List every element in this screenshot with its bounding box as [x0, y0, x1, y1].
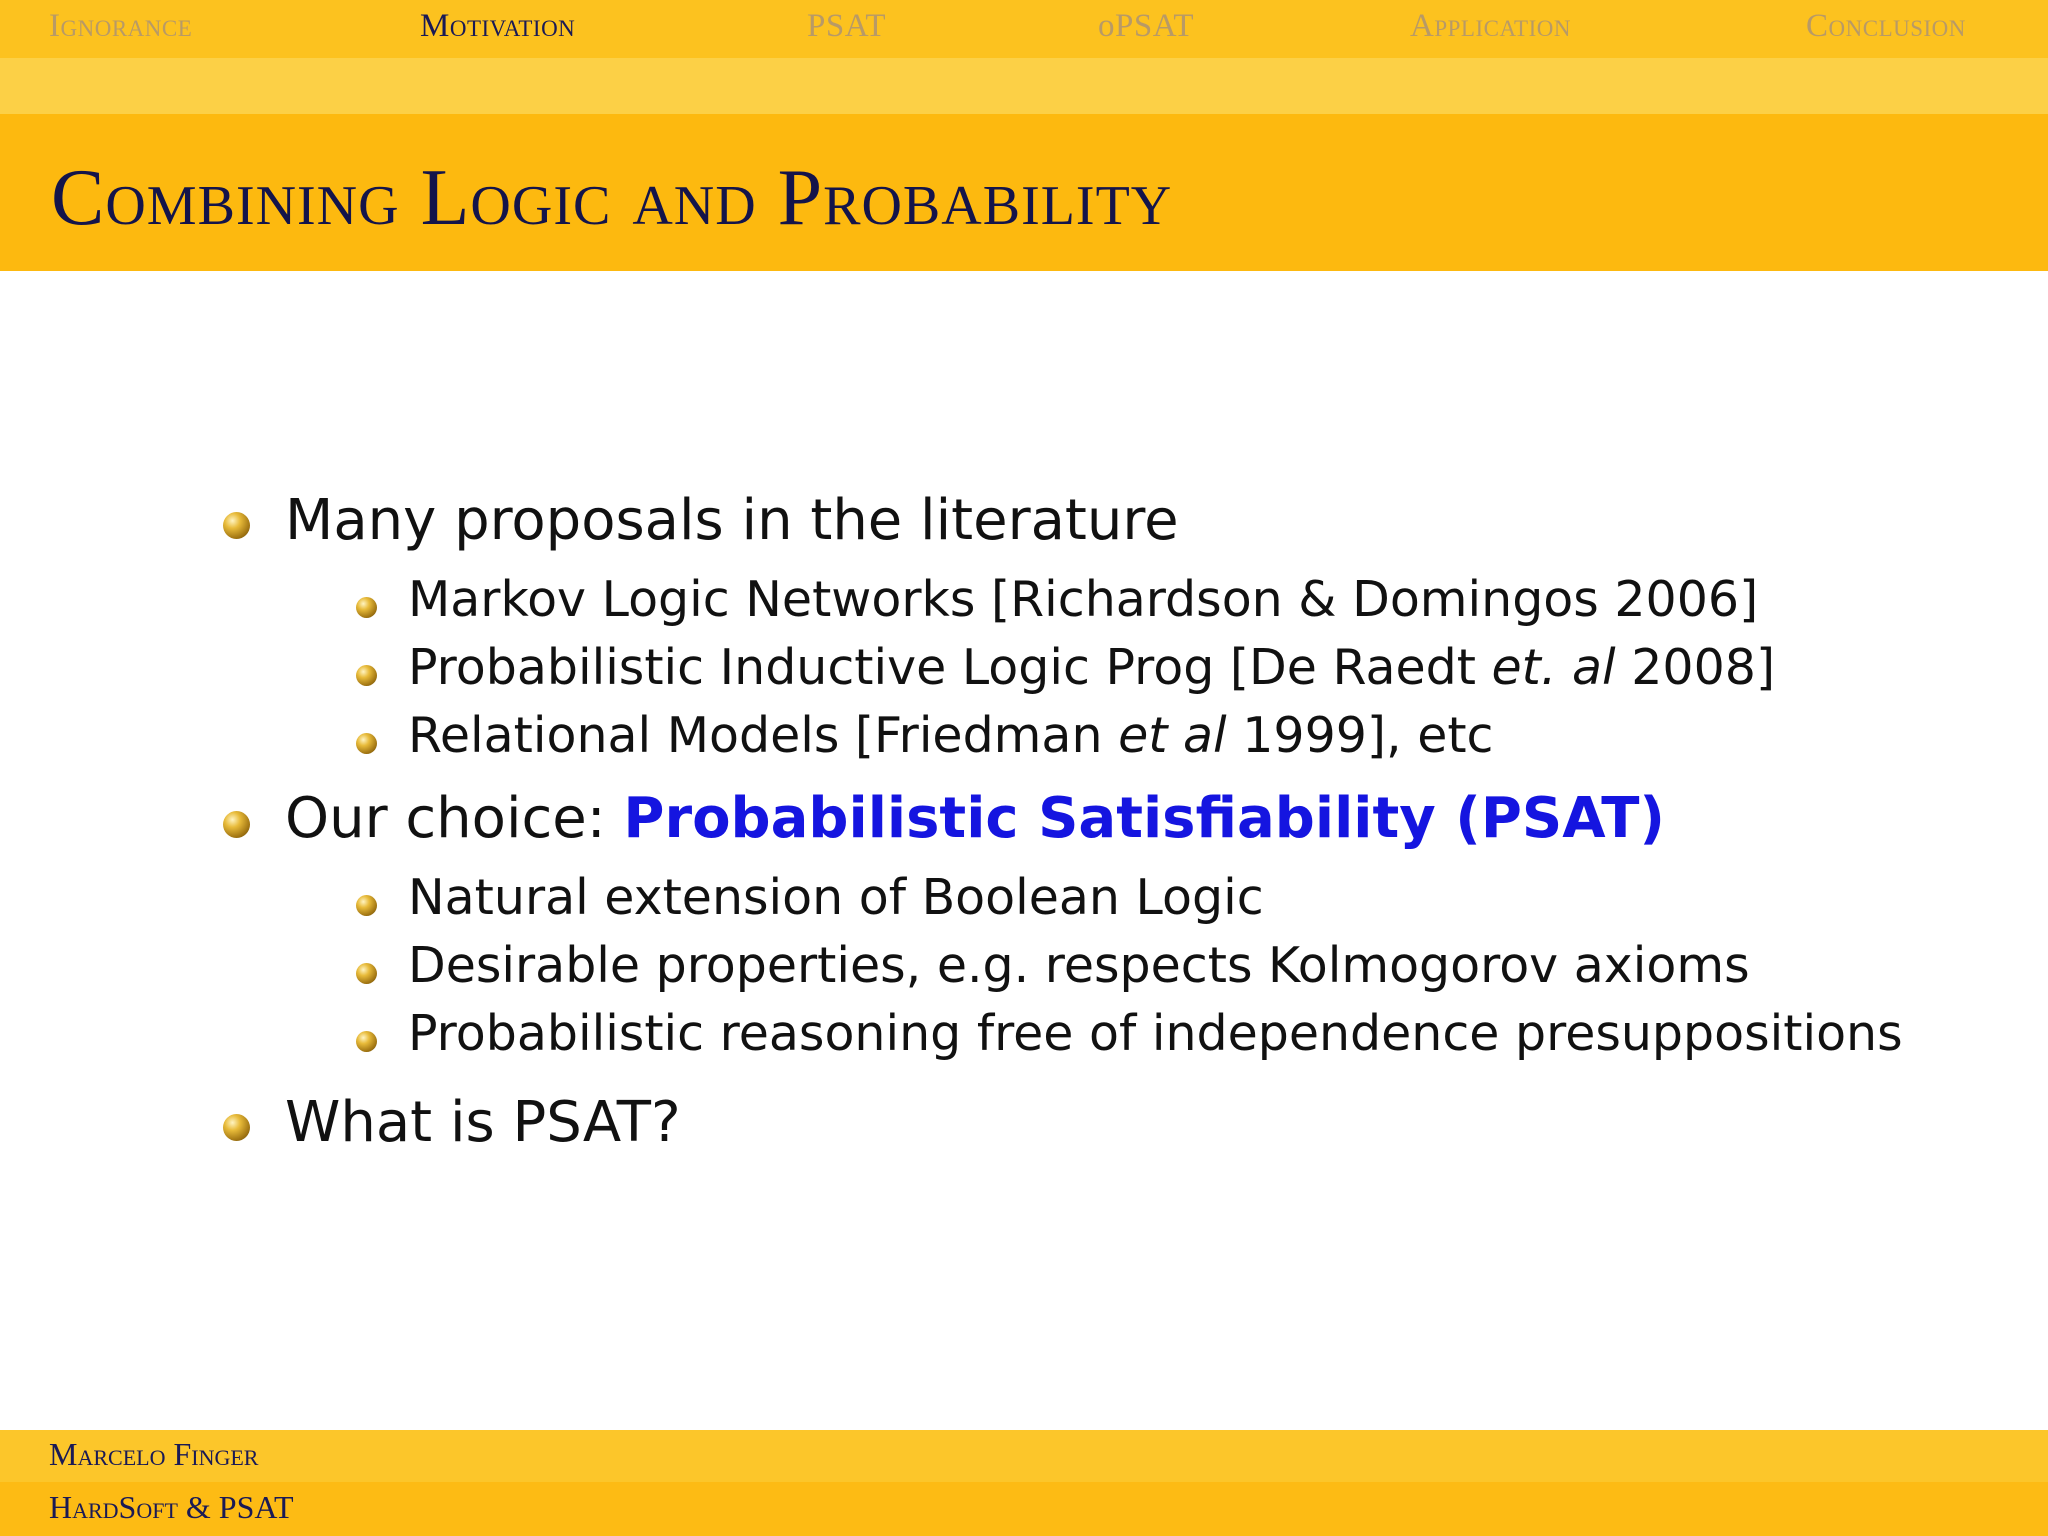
bullet-icon [223, 512, 250, 539]
sub-list-item: Markov Logic Networks [Richardson & Domingos 2006] [408, 571, 1759, 628]
sub-list-item: Natural extension of Boolean Logic [408, 869, 1264, 926]
footer-talk-title: HardSoft & PSAT [49, 1489, 294, 1525]
sub-bullet-icon [356, 665, 377, 686]
sub-bullet-icon [356, 597, 377, 618]
subsection-bar [0, 58, 2048, 114]
nav-item-motivation[interactable]: Motivation [420, 8, 576, 44]
nav-item-psat[interactable]: PSAT [807, 8, 887, 44]
list-item: Many proposals in the literature [285, 488, 1179, 553]
sub-bullet-icon [356, 963, 377, 984]
sub-list-item: Probabilistic Inductive Logic Prog [De Raedt et. al 2008] [408, 639, 1776, 696]
psat-highlight: Probabilistic Satisfiability (PSAT) [623, 786, 1665, 851]
sub-bullet-icon [356, 733, 377, 754]
bullet-icon [223, 811, 250, 838]
nav-item-ignorance[interactable]: Ignorance [49, 8, 193, 44]
bullet-icon [223, 1114, 250, 1141]
sub-bullet-icon [356, 1031, 377, 1052]
list-item: Our choice: Probabilistic Satisfiability (PSAT) [285, 786, 1665, 851]
footer-author: Marcelo Finger [49, 1436, 259, 1472]
slide-title: Combining Logic and Probability [51, 154, 1173, 242]
section-nav [0, 0, 2048, 58]
nav-item-opsat[interactable]: oPSAT [1098, 8, 1195, 44]
sub-list-item: Desirable properties, e.g. respects Kolmogorov axioms [408, 937, 1750, 994]
list-item: What is PSAT? [285, 1090, 681, 1155]
footer-talk-bar [0, 1482, 2048, 1536]
nav-item-application[interactable]: Application [1410, 8, 1571, 44]
sub-list-item: Probabilistic reasoning free of independence presuppositions [408, 1005, 1903, 1062]
nav-item-conclusion[interactable]: Conclusion [1806, 8, 1966, 44]
footer-author-bar [0, 1430, 2048, 1482]
sub-list-item: Relational Models [Friedman et al 1999], etc [408, 707, 1494, 764]
sub-bullet-icon [356, 895, 377, 916]
